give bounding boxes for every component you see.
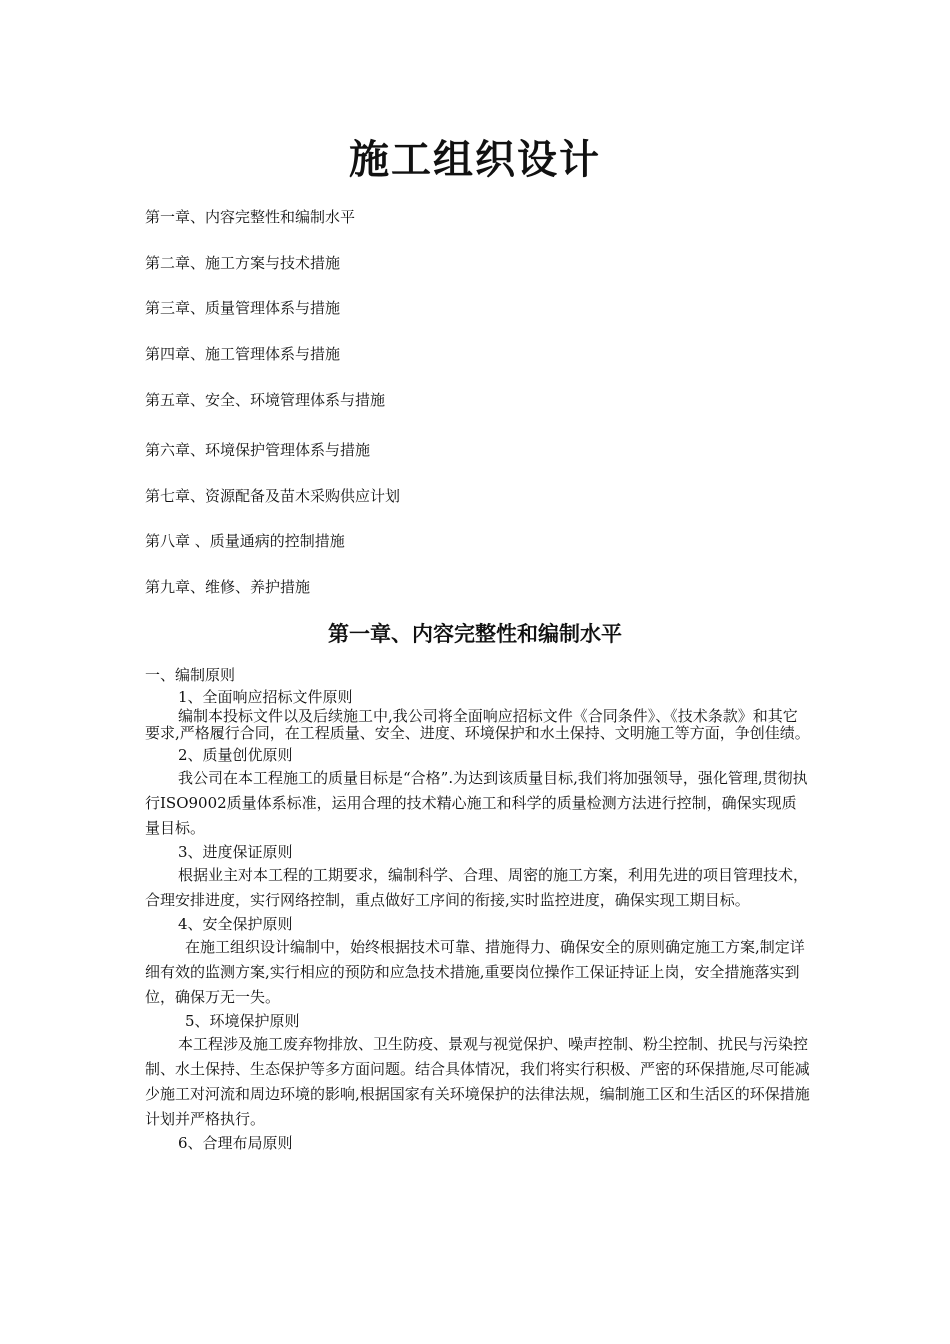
toc-item: 第六章、环境保护管理体系与措施 [145,441,371,459]
toc-item: 第八章 、质量通病的控制措施 [145,532,345,550]
principle-heading: 2、质量创优原则 [178,746,293,764]
principle-text: 本工程涉及施工废弃物排放、卫生防疫、景观与视觉保护、噪声控制、粉尘控制、扰民与污染控制、水土保持、生态保护等多方面问题。结合具体情况，我们将实行积极、严密的环保措施,尽可能减少施工对河流和周边环境的影响,根据国家有关环境保护的法律法规，编制施工区和生活区的环保措施计划并严格执行。 [145,1035,810,1128]
document-title: 施工组织设计 [349,136,601,183]
principle-text: 我公司在本工程施工的质量目标是“合格”.为达到该质量目标,我们将加强领导，强化管理,贯彻执行ISO9002质量体系标准，运用合理的技术精心施工和科学的质量检测方法进行控制，确保实现质量目标。 [145,769,808,837]
principle-text: 根据业主对本工程的工期要求，编制科学、合理、周密的施工方案，利用先进的项目管理技术，合理安排进度，实行网络控制，重点做好工序间的衔接,实时监控进度，确保实现工期目标。 [145,866,809,909]
toc-item: 第二章、施工方案与技术措施 [145,254,341,272]
principle-heading: 6、合理布局原则 [178,1134,293,1152]
principle-heading: 3、进度保证原则 [178,843,293,861]
principle-text: 在施工组织设计编制中，始终根据技术可靠、措施得力、确保安全的原则确定施工方案,制定详细有效的监测方案,实行相应的预防和应急技术措施,重要岗位操作工保证持证上岗，安全措施落实到位，确保万无一失。 [145,938,805,1006]
chapter-body [145,665,810,1154]
toc-item: 第三章、质量管理体系与措施 [145,299,341,317]
toc-item: 第九章、维修、养护措施 [145,578,311,596]
principle-heading: 1、全面响应招标文件原则 [178,688,353,706]
toc-item: 第七章、资源配备及苗木采购供应计划 [145,487,401,505]
principle-heading: 5、环境保护原则 [185,1012,300,1030]
toc-item: 第一章、内容完整性和编制水平 [145,208,356,226]
section-heading: 一、编制原则 [145,666,236,684]
toc-item: 第四章、施工管理体系与措施 [145,345,341,363]
toc-item: 第五章、安全、环境管理体系与措施 [145,391,386,409]
principle-heading: 4、安全保护原则 [178,915,293,933]
principle-text: 编制本投标文件以及后续施工中,我公司将全面响应招标文件《合同条件》、《技术条款》和其它要求,严格履行合同，在工程质量、安全、进度、环境保护和水土保持、文明施工等方面，争创佳绩。 [145,707,810,742]
chapter-heading: 第一章、内容完整性和编制水平 [328,621,622,646]
